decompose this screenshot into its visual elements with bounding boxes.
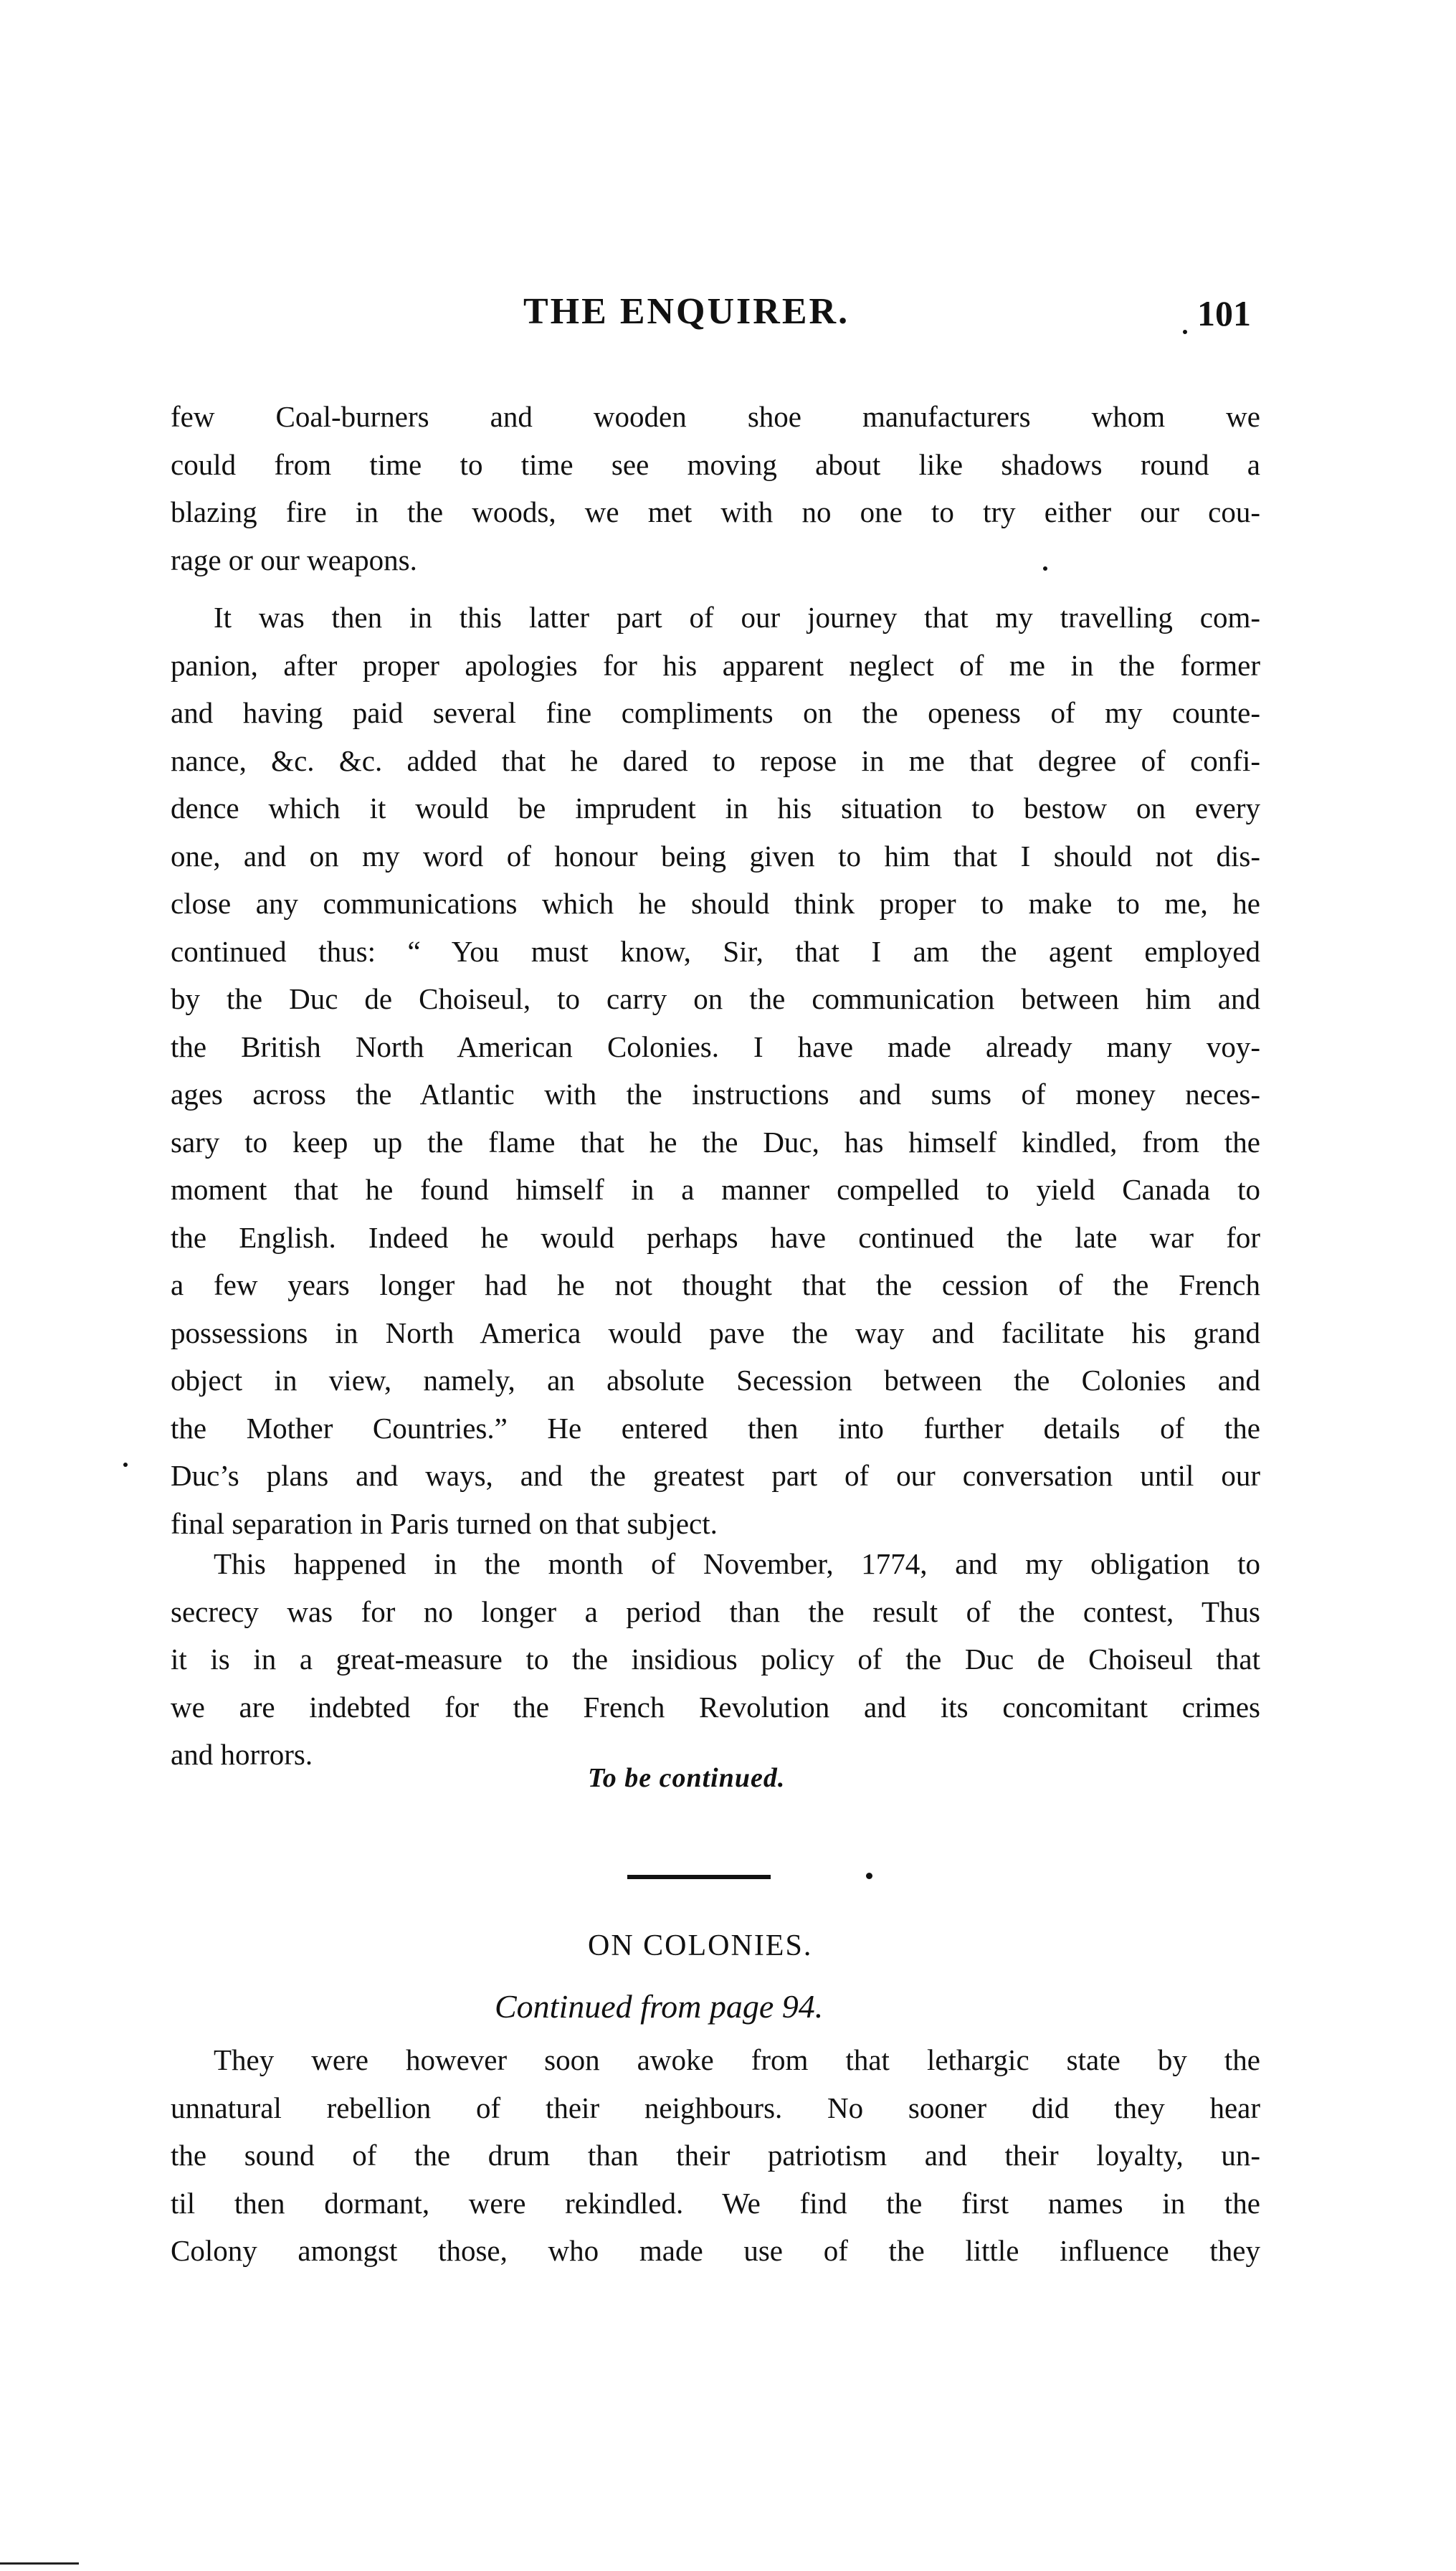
text-line: sary to keep up the flame that he the Duc, has himself kindled, from the [171,1125,1260,1159]
text-line: we are indebted for the French Revolution and its concomitant crimes [171,1690,1260,1724]
text-line: moment that he found himself in a manner compelled to yield Canada to [171,1173,1260,1206]
divider-dot [866,1873,872,1879]
text-line: the Mother Countries.” He entered then into further details of the [171,1411,1260,1445]
text-line: panion, after proper apologies for his apparent neglect of me in the former [171,648,1260,682]
text-line: til then dormant, were rekindled. We find the first names in the [171,2186,1260,2220]
text-line: dence which it would be imprudent in his situation to bestow on every [171,792,1260,824]
text-line: the sound of the drum than their patriotism and their loyalty, un- [171,2139,1260,2172]
paragraph-colonies [171,2036,1260,2275]
text-line: possessions in North America would pave the way and facilitate his grand [171,1316,1260,1349]
text-line: blazing fire in the woods, we met with no one to try either our cou- [171,495,1260,528]
text-line: They were however soon awoke from that lethargic state by the [214,2043,1260,2076]
section-subtitle: Continued from page 94. [495,1988,824,2025]
text-line: close any communications which he should think proper to make to me, he [171,887,1260,920]
running-head: THE ENQUIRER. [523,291,850,332]
section-divider [627,1875,771,1879]
text-line: the English. Indeed he would perhaps have continued the late war for [171,1220,1260,1254]
text-line: It was then in this latter part of our journey that my travelling com- [214,601,1260,634]
text-line: object in view, namely, an absolute Secession between the Colonies and [171,1364,1260,1397]
text-line: one, and on my word of honour being given to him that I should not dis- [171,839,1260,873]
text-line: final separation in Paris turned on that subject. [171,1506,718,1540]
paragraph-november-1774 [171,1540,1260,1779]
text-line: nance, &c. &c. added that he dared to repose in me that degree of confi- [171,743,1260,777]
text-line: Colony amongst those, who made use of the little influence they [171,2234,1260,2267]
page-number: 101 [1197,293,1251,333]
to-be-continued-note: To be continued. [588,1763,786,1793]
text-line: This happened in the month of November, 1774, and my obligation to [214,1547,1260,1580]
section-title: ON COLONIES. [588,1929,813,1962]
text-line: it is in a great-measure to the insidious policy of the Duc de Choiseul that [171,1643,1260,1676]
ink-speck [1043,566,1047,571]
text-line: and having paid several fine compliments on the openess of my counte- [171,696,1260,729]
text-line: ages across the Atlantic with the instructions and sums of money neces- [171,1078,1260,1111]
text-line: the British North American Colonies. I have made already many voy- [171,1030,1260,1063]
text-line: could from time to time see moving about like shadows round a [171,447,1260,481]
text-line: few Coal-burners and wooden shoe manufacturers whom we [171,400,1260,433]
paragraph-agent-confession [171,594,1260,1547]
scan-edge-mark [0,2562,79,2565]
text-line: rage or our weapons. [171,543,417,576]
text-line: continued thus: “ You must know, Sir, that I am the agent employed [171,934,1260,968]
paragraph-continuation [171,393,1260,584]
text-line: unnatural rebellion of their neighbours. No sooner did they hear [171,2091,1260,2124]
ink-speck [1183,330,1187,334]
text-line: Duc’s plans and ways, and the greatest part of our conversation until our [171,1459,1260,1492]
text-line: and horrors. [171,1738,313,1771]
text-line: secrecy was for no longer a period than the result of the contest, Thus [171,1595,1260,1628]
text-line: by the Duc de Choiseul, to carry on the communication between him and [171,982,1260,1015]
text-line: a few years longer had he not thought that the cession of the French [171,1268,1260,1301]
ink-speck [123,1463,128,1467]
